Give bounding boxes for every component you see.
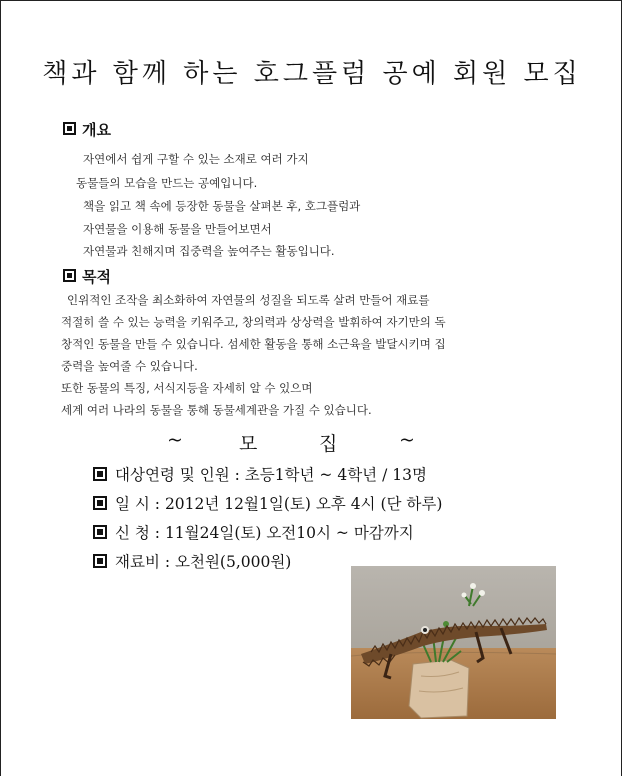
recruit-tilde-left: ~ — [167, 429, 183, 451]
craft-photo — [351, 566, 556, 719]
purpose-line: 또한 동물의 특징, 서식지등을 자세히 알 수 있으며 — [61, 381, 313, 395]
filled-square-icon — [93, 554, 107, 568]
detail-item-date: 일 시 : 2012년 12월1일(토) 오후 4시 (단 하루) — [93, 492, 442, 514]
purpose-line: 중력을 높여줄 수 있습니다. — [61, 359, 198, 373]
overview-line: 자연물을 이용해 동물을 만들어보면서 — [83, 222, 272, 236]
purpose-line: 적절히 쓸 수 있는 능력을 키워주고, 창의력과 상상력을 발휘하여 자기만의 독 — [61, 315, 446, 329]
filled-square-icon — [93, 496, 107, 510]
overview-line: 책을 읽고 책 속에 등장한 동물을 살펴본 후, 호그플럼과 — [83, 199, 361, 213]
detail-item-fee: 재료비 : 오천원(5,000원) — [93, 550, 291, 572]
purpose-paragraph — [61, 289, 566, 421]
filled-square-icon — [93, 467, 107, 481]
purpose-line: 세계 여러 나라의 동물을 통해 동물세계관을 가질 수 있습니다. — [61, 403, 372, 417]
document-title: 책과 함께 하는 호그플럼 공예 회원 모집 — [42, 59, 582, 89]
detail-item-target: 대상연령 및 인원 : 초등1학년 ~ 4학년 / 13명 — [93, 463, 427, 485]
recruit-tilde-right: ~ — [399, 429, 415, 451]
recruit-char-1: 모 — [239, 433, 258, 455]
overview-heading: 개요 — [63, 119, 111, 140]
purpose-line: 창적인 동물을 만들 수 있습니다. 섬세한 활동을 통해 소근육을 발달시키며 집 — [61, 337, 446, 351]
filled-square-icon — [63, 122, 76, 135]
filled-square-icon — [63, 269, 76, 282]
filled-square-icon — [93, 525, 107, 539]
recruit-char-2: 집 — [319, 433, 338, 455]
purpose-heading: 목적 — [63, 266, 111, 287]
overview-line: 동물들의 모습을 만드는 공예입니다. — [76, 176, 258, 190]
crocodile-craft-image — [351, 566, 556, 719]
detail-item-apply: 신 청 : 11월24일(토) 오전10시 ~ 마감까지 — [93, 521, 414, 543]
overview-line: 자연에서 쉽게 구할 수 있는 소재로 여러 가지 — [83, 152, 309, 166]
purpose-line: 인위적인 조작을 최소화하여 자연물의 성질을 되도록 살려 만들어 재료를 — [67, 293, 430, 307]
overview-line: 자연물과 친해지며 집중력을 높여주는 활동입니다. — [83, 244, 335, 258]
